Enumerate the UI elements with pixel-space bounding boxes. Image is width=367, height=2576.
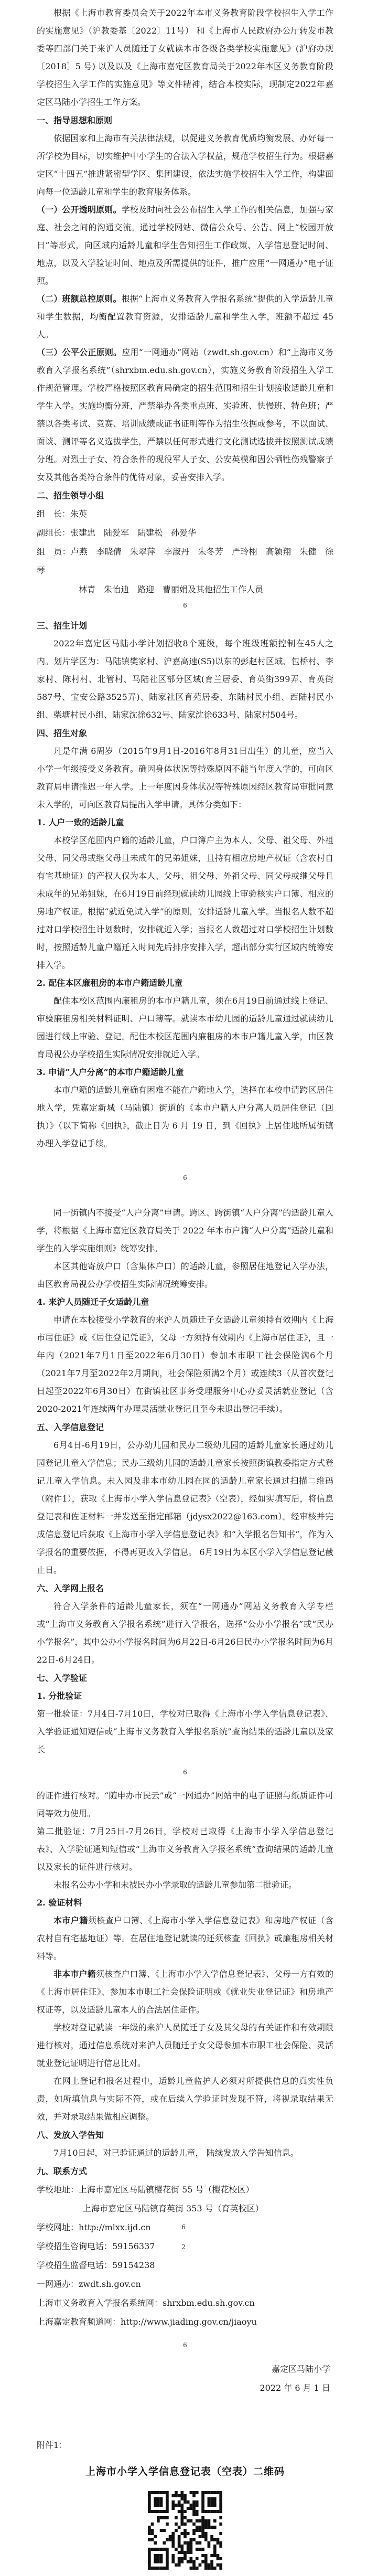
sub-3-body: 本市户籍的适龄儿童确有困难不能在户籍地入学，选择在本校申请跨区居住地入学，凭嘉定新城（马陆镇）街道的《本市户籍人户分离人员居住登记（回执）》（以下简称《回执》，截止日为 6 月 19 日，到《回执》上居住地所属街镇办理入学登记手续。 bbox=[37, 1085, 333, 1148]
section-6-heading: 六、入学网上报名 bbox=[37, 1583, 104, 1593]
principle-3-paragraph bbox=[37, 344, 333, 486]
sub-4-body: 申请在本校接受小学教育的来沪人员随迁子女适龄儿童须持有效期内《上海市居住证》或《居住登记凭证》，父母一方须持有效期内《上海市居住证》，且一年内（2021年7月1日至2022年6月30日）参加本市职工社会保险满6个月（2021年7月至2022年2月期间，社会保险须满2个月）或连续3（从首次登记日起至2022年6月30日）在街镇社区事务受理服务中心办妥灵活就业登记（含2020-2021年连续两年办理灵活就业登记且至今未退出登记手续）。 bbox=[37, 1315, 333, 1414]
section-5-heading: 五、入学信息登记 bbox=[37, 1422, 104, 1432]
section-2-heading: 二、招生领导小组 bbox=[37, 491, 104, 501]
section-3-heading: 三、招生计划 bbox=[37, 621, 88, 631]
sub-3-body-continued: 同一街镇内不接受“人户分离”申请。跨区、跨街镇“人户分离”的适龄儿童入学，将根据《上海市嘉定区教育局关于 2022 年本市户籍“人户分离”适龄儿童和学生的入学实施细则》统筹安排。 bbox=[37, 1208, 333, 1253]
page-number: 6 bbox=[183, 2341, 187, 2349]
section-1-body: 依据国家和上海市有关法律法规，以促进义务教育优质均衡发展、办好每一所学校为目标，切实维护中小学生的合法入学权益，规范学校招生行为。根据嘉定区“十四五”推进紧密型学区、集团建设，依法实施学校招生入学工作，构建面向每一位适龄儿童和学生的教育服务体系。 bbox=[37, 133, 333, 197]
principle-1-title: （一）公开透明原则。 bbox=[37, 205, 122, 215]
local-household-paragraph bbox=[37, 1912, 333, 1965]
group-members-line2: 林青 朱怡迪 路迎 曹丽娟及其他招生工作人员 bbox=[79, 584, 264, 594]
jiading-channel-line: 上海嘉定教育频道网：http://www.jiading.gov.cn/jiaoyu bbox=[37, 2317, 257, 2327]
materials-heading: 2. 验证材料 bbox=[37, 1898, 82, 1908]
sub-3-heading: 3. 申请“人户分离”的本市户籍适龄儿童 bbox=[37, 1067, 184, 1077]
batch-2-paragraph: 第二批验证：7月25日-7月26日，学校对已取得《上海市小学入学信息登记表》、入学验证通知短信或“上海市义务教育入学报名系统”查询结果的适龄儿童以及家长的证件进行核对。 bbox=[37, 1826, 333, 1872]
local-household-text: 须核查户口簿、《上海市小学入学信息登记表》和房地产权证（含农村自有宅基地证）等。在居住地登记就读的还须核查《回执》或廉租房相关材料等。 bbox=[37, 1915, 333, 1961]
nonlocal-household-lead: 非本市户籍 bbox=[53, 1969, 96, 1979]
signature-school: 嘉定区马陆小学 bbox=[271, 2364, 330, 2374]
sub-4-heading: 4. 来沪人员随迁子女适龄儿童 bbox=[37, 1297, 149, 1307]
yiwangtongban-line: 一网通办：zwdt.sh.gov.cn bbox=[37, 2279, 141, 2289]
page-number: 6 bbox=[181, 2223, 186, 2231]
principle-1-paragraph bbox=[37, 201, 333, 290]
sub-1-body: 本校学区范围内户籍的适龄儿童，户口簿户主为本人、父母、祖父母、外祖父母、同父母或继父母且未成年的兄弟姐妹，且持有相应房地产权证（含农村自有宅基地证）的产权人仅为本人、父母、祖父母、外祖父母、同父母或继父母且未成年的兄弟姐妹，在6月19日前经现就读幼儿园线上审验核实户口簿、相应的房地产权证。根据“就近免试入学”的原则，安排适龄儿童入学。当报名人数不超过对口学校招生计划数时，安排就近入学；当报名人数超过对口学校招生计划数时，按照适龄儿童户籍迁入时间先后排序安排入学，超出部分实行区域内统筹安排入学。 bbox=[37, 835, 333, 970]
school-website-line: 学校网址：http://mlxx.ijd.cn bbox=[37, 2222, 151, 2232]
school-address-line2: 上海市嘉定区马陆镇育英街 353 号（育英校区） bbox=[83, 2204, 264, 2213]
nonlocal-household-text: 须核查户口簿、《上海市小学入学信息登记表》、父母一方有效的《上海市居住证》、参加本市职工社会保险证明或《就业失业登记证》和房地产权证等，以及适龄儿童本人的合法居住证件。 bbox=[37, 1969, 333, 2015]
batch-verification-heading: 1. 分批验证 bbox=[37, 1691, 82, 1701]
batch-note-paragraph: 未报名公办小学和未被民办小学录取的适龄儿童参加第二批验证。 bbox=[53, 1880, 297, 1890]
section-1-heading: 一、指导思想和原则 bbox=[37, 115, 113, 125]
group-members-line1: 组 员：卢燕 李晓倩 朱翠萍 李淑丹 朱冬芳 严玲栩 高颖翔 朱健 徐琴 bbox=[37, 547, 333, 576]
sub-1-heading: 1. 人户一致的适龄儿童 bbox=[37, 817, 124, 827]
page-number: 6 bbox=[183, 1769, 187, 1776]
attachment-label: 附件1： bbox=[37, 2440, 68, 2450]
section-4-body: 凡是年满 6周岁（2015年9月1日-2016年8月31日出生）的儿童，应当入小学一年级接受义务教育。确因身体状况等特殊原因不能当年度入学的，可向区教育局申请推迟一年入学。上一年度因身体状况等特殊原因经区教育局审批同意未入学的，可向区教育局提出入学申请。具体分类如下： bbox=[37, 746, 333, 810]
qr-code-container bbox=[37, 2491, 333, 2576]
local-household-lead: 本市户籍 bbox=[53, 1915, 88, 1925]
principle-1-text: 学校及时向社会公布招生入学工作的相关信息，加强与家庭、社会之间的沟通交流。通过学校网站、微信公众号、公告、网上“校园开放日”等形式，向区域内适龄儿童和学生告知招生工作政策、入学信息登记时间、地点，以及入学验证时间、地点及所需提供的证件，推广应用“一网通办”电子证照。 bbox=[37, 205, 333, 286]
section-3-body: 2022年嘉定区马陆小学计划招收8个班级，每个班级班额控制在45人之内。划片学区为：马陆镇樊家村、沪嘉高速(S5)以东的彭赵村区域、包桥村、李家村、陈村村、北管村、马陆社区部分区域(育兰居委、育英街399弄、育英街587号、宝安公路3525弄)、陆家社区育苑居委、东陆村民小组、西陆村民小组、柴塘村民小组、陆家沈徐632号、陆家沈徐633号、陆家村504号。 bbox=[37, 638, 333, 720]
sub-2-body: 配住本校区范围内廉租房的本市户籍儿童，须在6月19日前通过线上登记、审验廉租房相关材料证明、户口簿等。就读本市幼儿园的适龄儿童通过就读幼儿园进行线上审验、登记。配住本校区范围内廉租房的本市户籍儿童入学，由区教育局视公办学校招生实际情况安排就近入学。 bbox=[37, 996, 333, 1059]
page-number: 6 bbox=[183, 602, 187, 609]
qr-code-image bbox=[148, 2491, 222, 2570]
batch-1-paragraph: 第一批验证：7月4日-7月10日，学校对已取得《上海市小学入学信息登记表》、入学验证通知短信或“上海市义务教育入学报名系统”查询结果的适龄儿童以及家长 bbox=[37, 1709, 333, 1754]
intro-paragraph: 根据《上海市教育委员会关于2022年本市义务教育阶段学校招生入学工作的实施意见》（沪教委基〔2022〕11号） 和《上海市人民政府办公厅转发市教委等四部门关于来沪人员随迁子女就读本市各级各类学校实施意见》(沪府办规〔2018〕5 号) 以及以及《上海市嘉定区教育局关于2022年本区义务教育阶段学校招生入学工作的实施意见》等文件精神，结合本校实际，现制定2022年嘉定区马陆小学招生工作方案。 bbox=[37, 8, 333, 107]
principle-2-paragraph bbox=[37, 290, 333, 344]
foot-page-number: 2 bbox=[181, 2243, 186, 2251]
integrity-paragraph: 在网上登记和报名过程中，适龄儿童监护人必须对所提供信息的真实性负责，如所填信息与实际不符，或在后续入学验证时发现不符，将视录取结果无效，并对录取结果做相应调整。 bbox=[37, 2076, 333, 2122]
sub-3-body-other: 本区其他寄放户口（含集体户口）的适龄儿童，参照居住地登记入学办法，由区教育局视公办学校招生实际情况统筹安排。 bbox=[37, 1261, 333, 1289]
section-6-body: 符合入学条件的适龄儿童家长，须在“一网通办”网站义务教育入学专栏或“上海市义务教育入学报名系统”进行入学报名，选择“公办小学报名”或“民办小学报名”，其中公办小学报名时间为6月22日-6月26日民办小学报名时间为6月22日-6月24日。 bbox=[37, 1601, 333, 1665]
principle-2-title: （二）班额总控原则。 bbox=[37, 294, 122, 304]
principle-3-text: 应用“一网通办”网站（zwdt.sh.gov.cn）和“上海市义务教育入学报名系统”（shrxbm.edu.sh.gov.cn），实施义务教育阶段招生入学工作规范管理。学校严格按照区教育局确定的招生范围和招生计划接收适龄儿童和学生入学。实施均衡分班，严禁举办各类重点班、实验班、快慢班、特色班；严禁以各类考试、竞赛、培训成绩或证书证明等作为招生依据或参考，不以面试、面谈、测评等名义选拔学生，严禁以任何形式进行文化测试选拔并按照测试成绩分班。对烈士子女、符合条件的现役军人子女、公安英模和因公牺牲伤残警察子女及其他各类符合条件的优待对象，妥善安排入学。 bbox=[37, 347, 333, 482]
principle-2-text: 根据“上海市义务教育入学报名系统”提供的入学适龄儿童和学生数据，均衡配置教育资源，安排适龄儿童和学生入学，班额不超过 45 人。 bbox=[37, 294, 333, 339]
section-7-heading: 七、入学验证 bbox=[37, 1673, 88, 1683]
signature-date: 2022 年 6 月 1 日 bbox=[260, 2383, 330, 2393]
section-4-heading: 四、招生对象 bbox=[37, 728, 88, 738]
enrollment-system-line: 上海市义务教育入学报名系统网：shrxbm.edu.sh.gov.cn bbox=[37, 2298, 255, 2308]
principle-3-title: （三）公平公正原则。 bbox=[37, 347, 122, 357]
sub-2-heading: 2. 配住本区廉租房的本市户籍适龄儿童 bbox=[37, 978, 183, 988]
batch-1-paragraph-continued: 的证件进行核对。“随申办市民云”或“一网通办”网站中的电子证照与纸质证件可同等效力使用。 bbox=[37, 1791, 333, 1818]
consult-phone-line: 学校招生咨询电话：59156337 bbox=[37, 2241, 155, 2251]
nonlocal-household-paragraph bbox=[37, 1965, 333, 2019]
section-8-heading: 八、发放入学告知 bbox=[37, 2130, 104, 2140]
supervise-phone-line: 学校招生监督电话：59154238 bbox=[37, 2260, 155, 2270]
section-5-body: 6月4日-6月19日，公办幼儿园和民办二级幼儿园的适龄儿童家长通过幼儿园登记儿童入学信息；民办三级幼儿园的适龄儿童家长按照街镇教委指定方式登记儿童入学信息。未入园及非本市幼儿园在园的适龄儿童家长通过扫描二维码（附件1），获取《上海市小学入学信息登记表》（空表），经如实填写后，将信息登记表和佐证材料一并发送至指定邮箱（jdysx2022@163.com）。经审核并完成信息登记后获取《上海市小学入学信息登记表》和“入学报名告知书”，作为入学报名的重要依据，不得再更改入学信息。 6月19日为本区小学入学信息登记截止日。 bbox=[37, 1440, 333, 1575]
school-address-line: 学校地址：上海市嘉定区马陆镇樱花街 55 号（樱花校区） bbox=[37, 2185, 254, 2195]
page-number: 6 bbox=[183, 1174, 187, 1181]
attachment-title: 上海市小学入学信息登记表（空表）二维码 bbox=[85, 2466, 285, 2477]
group-deputy-line: 副组长：张建忠 陆爱军 陆建松 孙爱华 bbox=[37, 528, 197, 538]
group-leader-line: 组 长：朱英 bbox=[37, 509, 88, 519]
section-8-body: 7月10日起，对已验证通过的适龄儿童， 陆续发放入学告知信息。 bbox=[53, 2148, 299, 2158]
section-9-heading: 九、联系方式 bbox=[37, 2166, 88, 2176]
verification-check-paragraph: 学校对登记就读一年级的来沪人员随迁子女及其父母的有关证件和有效期限进行核对，通过信息系统对来沪人员随迁子女父母参加本市职工社会保险、灵活就业登记证明进行信息比对。 bbox=[37, 2023, 333, 2068]
